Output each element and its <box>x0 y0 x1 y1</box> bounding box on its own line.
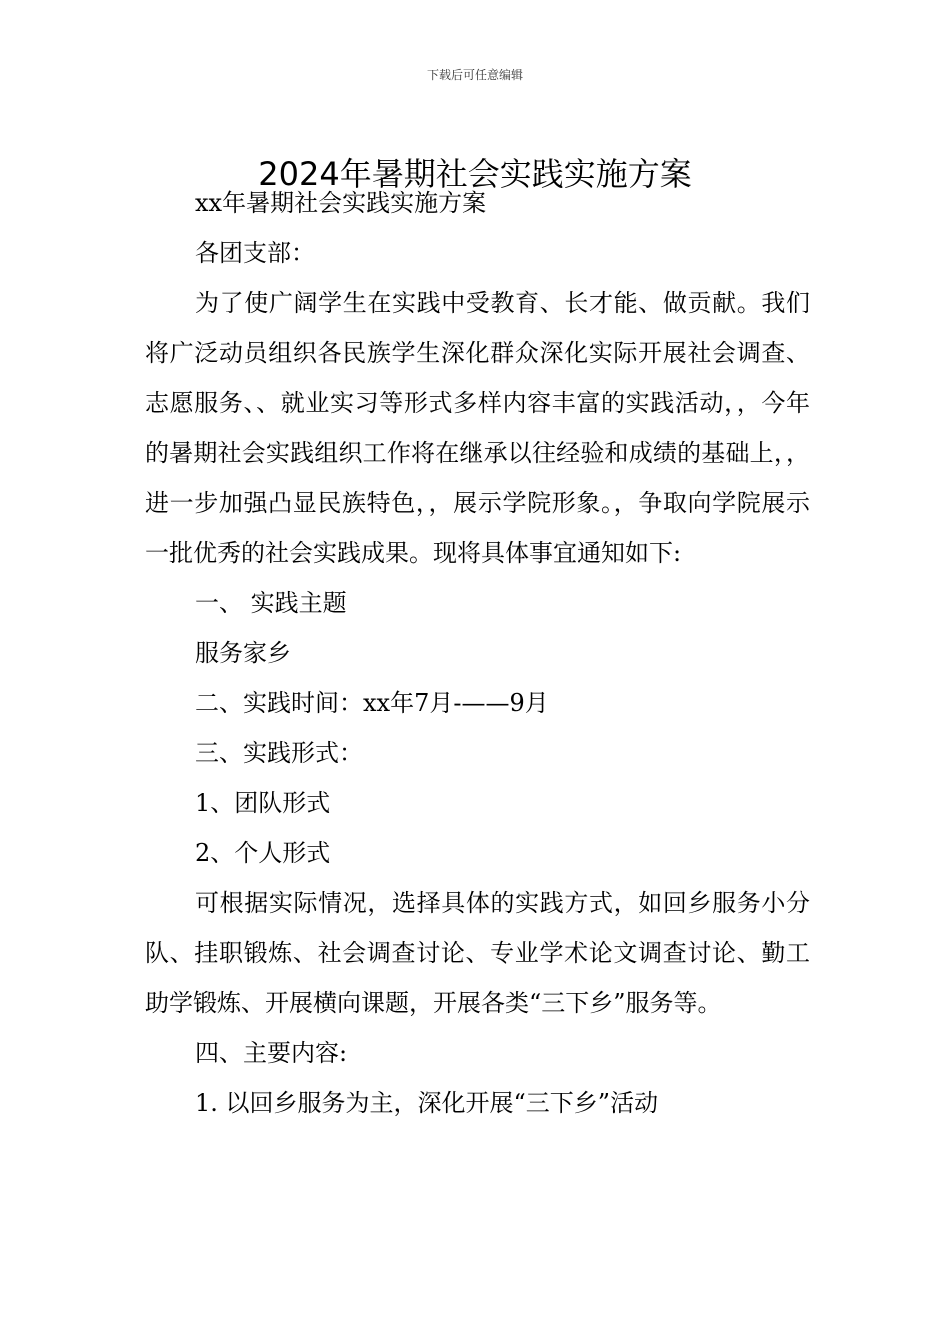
subtitle-paragraph: xx年暑期社会实践实施方案 <box>195 189 487 217</box>
content-item-1: 1. 以回乡服务为主，深化开展“三下乡”活动 <box>195 1089 659 1117</box>
document-title: 2024年暑期社会实践实施方案 <box>258 155 692 194</box>
form-item-team: 1、团队形式 <box>195 789 331 817</box>
form-item-individual: 2、个人形式 <box>195 839 331 867</box>
theme-paragraph: 服务家乡 <box>195 639 291 667</box>
methods-paragraph: 可根据实际情况，选择具体的实践方式，如回乡服务小分队、挂职锻炼、社会调查讨论、专业学术论文调查讨论、勤工助学锻炼、开展横向课题，开展各类“三下乡”服务等。 <box>145 889 810 1017</box>
header-note: 下载后可任意编辑 <box>426 68 523 82</box>
section-heading-time: 二、实践时间：xx年7月-——9月 <box>195 689 549 717</box>
section-heading-form: 三、实践形式： <box>195 739 363 767</box>
document-body <box>145 178 810 1128</box>
intro-paragraph: 为了使广阔学生在实践中受教育、长才能、做贡献。我们将广泛动员组织各民族学生深化群众深化实际开展社会调查、志愿服务、、就业实习等形式多样内容丰富的实践活动，，今年的暑期社会实践组织工作将在继承以往经验和成绩的基础上，，进一步加强凸显民族特色，，展示学院形象。，争取向学院展示一批优秀的社会实践成果。现将具体事宜通知如下: <box>145 289 810 567</box>
section-heading-theme: 一、 实践主题 <box>195 589 347 617</box>
section-heading-content: 四、主要内容: <box>195 1039 348 1067</box>
salutation-paragraph: 各团支部： <box>195 239 315 267</box>
